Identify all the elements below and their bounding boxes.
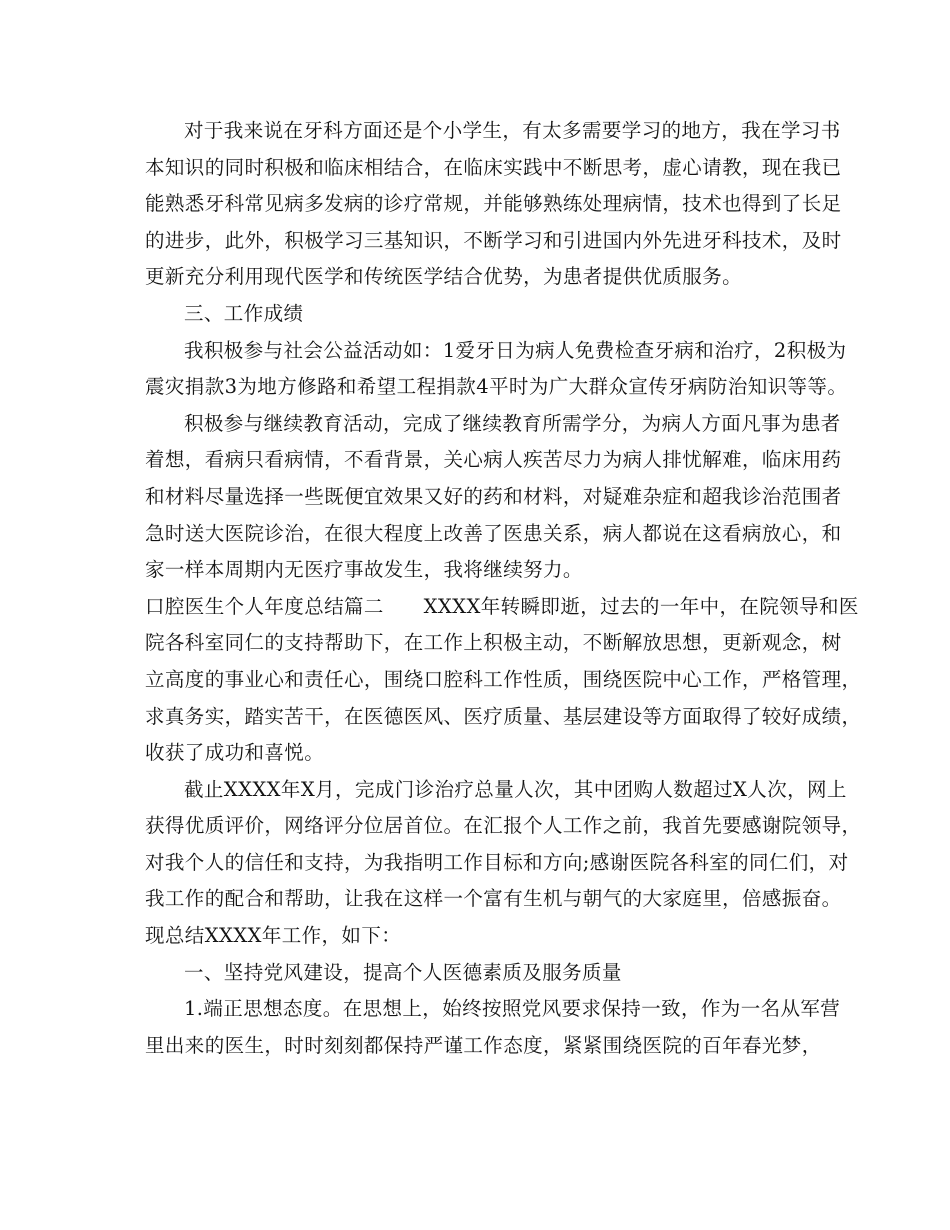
text-line: 急时送大医院诊治，在很大程度上改善了医患关系，病人都说在这看病放心，和 <box>145 521 842 545</box>
text-line: 获得优质评价，网络评分位居首位。在汇报个人工作之前，我首先要感谢院领导， <box>145 814 862 838</box>
text-line: 院各科室同仁的支持帮助下，在工作上积极主动，不断解放思想，更新观念，树 <box>145 631 842 655</box>
text-line: 里出来的医生，时时刻刻都保持严谨工作态度，紧紧围绕医院的百年春光梦， <box>145 1033 822 1057</box>
text-line: 截止XXXX年X月，完成门诊治疗总量人次，其中团购人数超过X人次，网上 <box>184 777 847 801</box>
text-line: 我工作的配合和帮助，让我在这样一个富有生机与朝气的大家庭里，倍感振奋。 <box>145 887 842 911</box>
text-line: 立高度的事业心和责任心，围绕口腔科工作性质，围绕医院中心工作，严格管理， <box>145 667 862 691</box>
text-line: 本知识的同时积极和临床相结合，在临床实践中不断思考，虚心请教，现在我已 <box>145 155 842 179</box>
text-line: 对我个人的信任和支持，为我指明工作目标和方向;感谢医院各科室的同仁们，对 <box>145 850 849 874</box>
text-line: 收获了成功和喜悦。 <box>145 741 325 765</box>
text-line: 求真务实，踏实苦干，在医德医风、医疗质量、基层建设等方面取得了较好成绩， <box>145 704 862 728</box>
text-line: 着想，看病只看病情，不看背景，关心病人疾苦尽力为病人排忧解难，临床用药 <box>145 448 842 472</box>
text-line: 家一样本周期内无医疗事故发生，我将继续努力。 <box>145 558 583 582</box>
text-line: 震灾捐款3为地方修路和希望工程捐款4平时为广大群众宣传牙病防治知识等等。 <box>145 375 848 399</box>
text-line: 积极参与继续教育活动，完成了继续教育所需学分，为病人方面凡事为患者 <box>184 411 841 435</box>
text-line: 我积极参与社会公益活动如：1爱牙日为病人免费检查牙病和治疗，2积极为 <box>184 338 847 362</box>
text-line: 能熟悉牙科常见病多发病的诊疗常规，并能够熟练处理病情，技术也得到了长足 <box>145 192 842 216</box>
text-line: 1.端正思想态度。在思想上，始终按照党风要求保持一致，作为一名从军营 <box>184 997 841 1021</box>
text-line: 的进步，此外，积极学习三基知识，不断学习和引进国内外先进牙科技术，及时 <box>145 228 842 252</box>
text-line: 更新充分利用现代医学和传统医学结合优势，为患者提供优质服务。 <box>145 265 743 289</box>
document-body <box>145 113 862 1064</box>
article-title-line: 口腔医生个人年度总结篇二 XXXX年转瞬即逝，过去的一年中，在院领导和医 <box>145 594 859 618</box>
text-line: 对于我来说在牙科方面还是个小学生，有太多需要学习的地方，我在学习书 <box>184 119 841 142</box>
text-line: 和材料尽量选择一些既便宜效果又好的药和材料，对疑难杂症和超我诊治范围者 <box>145 484 842 508</box>
section-heading: 一、坚持党风建设，提高个人医德素质及服务质量 <box>184 960 622 984</box>
section-heading: 三、工作成绩 <box>184 301 304 325</box>
text-line: 现总结XXXX年工作，如下： <box>145 924 402 948</box>
